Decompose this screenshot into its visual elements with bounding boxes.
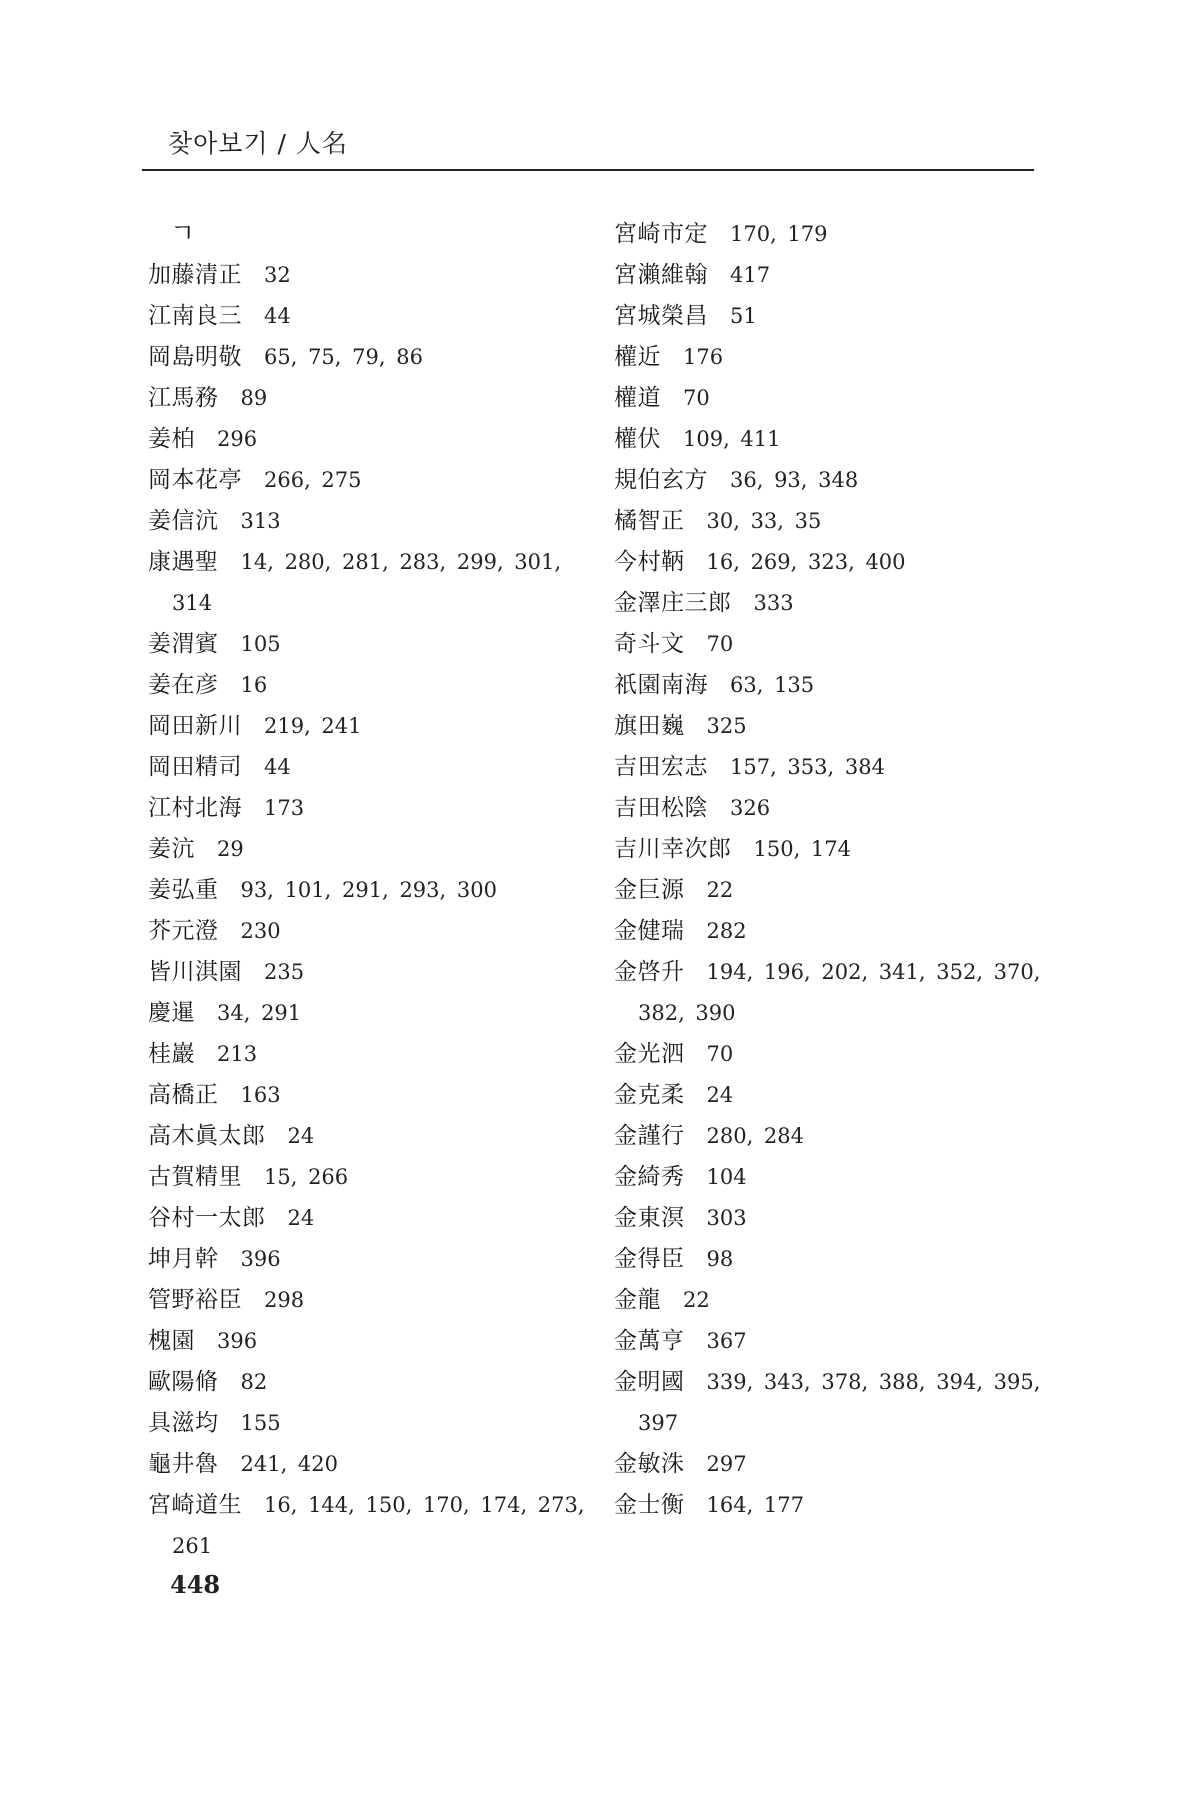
entry-pages: 63, 135 (730, 673, 815, 697)
index-entry (614, 1198, 1044, 1239)
index-entry (614, 1116, 1044, 1157)
index-entry (614, 542, 1044, 583)
header-rule (142, 169, 1034, 171)
index-entry (614, 378, 1044, 419)
entry-name: 高木眞太郎 (148, 1123, 266, 1149)
entry-pages: 213 (217, 1042, 258, 1066)
entry-name: 權道 (614, 385, 661, 411)
entry-name: 姜渭賓 (148, 631, 219, 657)
index-entry (148, 1362, 588, 1403)
entry-name: 旗田巍 (614, 713, 685, 739)
index-entry (614, 1444, 1044, 1485)
index-entry (614, 706, 1044, 747)
index-entry (614, 829, 1044, 870)
index-entry (148, 624, 588, 665)
index-entry (148, 1280, 588, 1321)
entry-pages: 24 (706, 1083, 734, 1107)
entry-pages: 70 (706, 1042, 734, 1066)
entry-pages: 194, 196, 202, 341, 352, 370, 382, 390 (638, 960, 1041, 1025)
entry-name: 江南良三 (148, 303, 242, 329)
entry-pages: 396 (240, 1247, 281, 1271)
entry-pages: 296 (217, 427, 258, 451)
entry-name: 金謹行 (614, 1123, 685, 1149)
index-entry (148, 1157, 588, 1198)
index-entry (148, 419, 588, 460)
entry-name: 皆川淇園 (148, 959, 242, 985)
entry-pages: 65, 75, 79, 86 (264, 345, 423, 369)
entry-pages: 70 (706, 632, 734, 656)
entry-pages: 30, 33, 35 (706, 509, 822, 533)
entry-pages: 51 (730, 304, 757, 328)
entry-pages: 24 (287, 1206, 315, 1230)
entry-name: 金啓升 (614, 959, 685, 985)
entry-name: 岡島明敬 (148, 344, 242, 370)
entry-name: 具滋均 (148, 1410, 219, 1436)
index-entry (614, 214, 1044, 255)
entry-pages: 93, 101, 291, 293, 300 (240, 878, 497, 902)
entry-pages: 16 (240, 673, 268, 697)
entry-pages: 109, 411 (683, 427, 781, 451)
entry-name: 坤月幹 (148, 1246, 219, 1272)
index-entry (614, 1075, 1044, 1116)
index-entry (148, 1403, 588, 1444)
entry-name: 康遇聖 (148, 549, 219, 575)
entry-name: 宮城榮昌 (614, 303, 708, 329)
index-entry (148, 1075, 588, 1116)
entry-name: 金龍 (614, 1287, 661, 1313)
index-entry (614, 1239, 1044, 1280)
entry-name: 姜沆 (148, 836, 195, 862)
entry-name: 奇斗文 (614, 631, 685, 657)
entry-name: 槐園 (148, 1328, 195, 1354)
index-entry (614, 1321, 1044, 1362)
entry-name: 宮瀨維翰 (614, 262, 708, 288)
index-entry (148, 378, 588, 419)
right-entry-list (614, 214, 1044, 1526)
entry-pages: 22 (683, 1288, 710, 1312)
index-entry (614, 460, 1044, 501)
entry-name: 加藤清正 (148, 262, 242, 288)
entry-pages: 417 (730, 263, 771, 287)
entry-name: 龜井魯 (148, 1451, 219, 1477)
entry-pages: 157, 353, 384 (730, 755, 885, 779)
index-entry (148, 911, 588, 952)
entry-pages: 15, 266 (264, 1165, 349, 1189)
entry-name: 宮崎市定 (614, 221, 708, 247)
entry-name: 姜信沆 (148, 508, 219, 534)
index-entry (614, 296, 1044, 337)
entry-pages: 32 (264, 263, 291, 287)
index-entry (148, 952, 588, 993)
index-column-left (148, 214, 588, 1567)
entry-pages: 36, 93, 348 (730, 468, 859, 492)
entry-pages: 155 (240, 1411, 281, 1435)
entry-name: 古賀精里 (148, 1164, 242, 1190)
index-entry (148, 1116, 588, 1157)
entry-name: 金明國 (614, 1369, 685, 1395)
entry-pages: 29 (217, 837, 244, 861)
index-entry (614, 870, 1044, 911)
index-entry (614, 788, 1044, 829)
entry-pages: 325 (706, 714, 747, 738)
entry-name: 岡田精司 (148, 754, 242, 780)
entry-pages: 230 (240, 919, 281, 943)
entry-pages: 105 (240, 632, 281, 656)
index-entry (148, 747, 588, 788)
entry-name: 宮崎道生 (148, 1492, 242, 1518)
entry-name: 吉田松陰 (614, 795, 708, 821)
entry-pages: 367 (706, 1329, 747, 1353)
page-number: 448 (170, 1570, 221, 1599)
index-entry (148, 337, 588, 378)
entry-pages: 98 (706, 1247, 734, 1271)
entry-pages: 14, 280, 281, 283, 299, 301, 314 (172, 550, 562, 615)
entry-pages: 280, 284 (706, 1124, 805, 1148)
entry-name: 谷村一太郎 (148, 1205, 266, 1231)
index-entry (148, 501, 588, 542)
entry-name: 祇園南海 (614, 672, 708, 698)
entry-name: 芥元澄 (148, 918, 219, 944)
entry-pages: 163 (240, 1083, 281, 1107)
entry-pages: 266, 275 (264, 468, 362, 492)
entry-pages: 22 (706, 878, 734, 902)
entry-pages: 333 (753, 591, 794, 615)
entry-pages: 170, 179 (730, 222, 828, 246)
entry-name: 金克柔 (614, 1082, 685, 1108)
index-entry (148, 542, 588, 624)
entry-name: 橘智正 (614, 508, 685, 534)
entry-pages: 176 (683, 345, 724, 369)
entry-pages: 241, 420 (240, 1452, 339, 1476)
entry-pages: 219, 241 (264, 714, 362, 738)
index-entry (148, 1321, 588, 1362)
entry-name: 金健瑞 (614, 918, 685, 944)
entry-pages: 150, 174 (753, 837, 852, 861)
entry-name: 慶暹 (148, 1000, 195, 1026)
entry-pages: 44 (264, 755, 291, 779)
index-entry (614, 624, 1044, 665)
entry-pages: 24 (287, 1124, 315, 1148)
index-entry (614, 255, 1044, 296)
index-entry (148, 665, 588, 706)
left-entry-list (148, 255, 588, 1567)
entry-name: 金士衡 (614, 1492, 685, 1518)
entry-name: 權伏 (614, 426, 661, 452)
entry-pages: 297 (706, 1452, 747, 1476)
entry-name: 管野裕臣 (148, 1287, 242, 1313)
index-entry (148, 870, 588, 911)
index-entry (614, 1485, 1044, 1526)
entry-pages: 16, 269, 323, 400 (706, 550, 906, 574)
entry-name: 金綺秀 (614, 1164, 685, 1190)
entry-pages: 303 (706, 1206, 747, 1230)
entry-name: 姜柏 (148, 426, 195, 452)
entry-pages: 235 (264, 960, 305, 984)
entry-name: 岡本花亭 (148, 467, 242, 493)
index-entry (614, 501, 1044, 542)
index-entry (614, 1362, 1044, 1444)
index-entry (614, 665, 1044, 706)
entry-name: 吉田宏志 (614, 754, 708, 780)
index-entry (148, 1444, 588, 1485)
entry-name: 姜在彦 (148, 672, 219, 698)
entry-name: 岡田新川 (148, 713, 242, 739)
entry-pages: 326 (730, 796, 771, 820)
entry-name: 權近 (614, 344, 661, 370)
entry-pages: 82 (240, 1370, 268, 1394)
entry-pages: 282 (706, 919, 747, 943)
index-entry (614, 583, 1044, 624)
entry-pages: 164, 177 (706, 1493, 805, 1517)
entry-name: 今村鞆 (614, 549, 685, 575)
running-head: 찾아보기 / 人名 (168, 129, 348, 158)
index-entry (148, 788, 588, 829)
entry-name: 姜弘重 (148, 877, 219, 903)
entry-name: 金光泗 (614, 1041, 685, 1067)
index-entry (614, 952, 1044, 1034)
entry-name: 金澤庄三郎 (614, 590, 732, 616)
entry-pages: 16, 144, 150, 170, 174, 273, 261 (172, 1493, 585, 1558)
entry-pages: 89 (240, 386, 268, 410)
entry-name: 金萬亨 (614, 1328, 685, 1354)
entry-pages: 44 (264, 304, 291, 328)
entry-name: 吉川幸次郎 (614, 836, 732, 862)
entry-pages: 173 (264, 796, 305, 820)
entry-pages: 104 (706, 1165, 747, 1189)
index-entry (148, 1198, 588, 1239)
index-entry (614, 1034, 1044, 1075)
index-entry (148, 993, 588, 1034)
index-entry (148, 1485, 588, 1567)
entry-name: 江村北海 (148, 795, 242, 821)
entry-name: 金敏洙 (614, 1451, 685, 1477)
index-entry (148, 1239, 588, 1280)
entry-name: 江馬務 (148, 385, 219, 411)
entry-name: 金得臣 (614, 1246, 685, 1272)
index-entry (148, 255, 588, 296)
entry-name: 金東溟 (614, 1205, 685, 1231)
index-entry (614, 747, 1044, 788)
index-entry (148, 296, 588, 337)
index-entry (614, 911, 1044, 952)
entry-name: 歐陽脩 (148, 1369, 219, 1395)
entry-name: 金巨源 (614, 877, 685, 903)
index-column-right (614, 214, 1044, 1526)
entry-pages: 70 (683, 386, 710, 410)
index-entry (148, 829, 588, 870)
entry-pages: 298 (264, 1288, 305, 1312)
index-entry (614, 1280, 1044, 1321)
entry-name: 規伯玄方 (614, 467, 708, 493)
entry-pages: 339, 343, 378, 388, 394, 395, 397 (638, 1370, 1041, 1435)
entry-pages: 396 (217, 1329, 258, 1353)
section-letter: ㄱ (170, 219, 196, 249)
index-entry (148, 706, 588, 747)
entry-pages: 34, 291 (217, 1001, 302, 1025)
entry-name: 桂巖 (148, 1041, 195, 1067)
index-entry (148, 460, 588, 501)
index-entry (614, 337, 1044, 378)
entry-name: 高橋正 (148, 1082, 219, 1108)
index-entry (614, 419, 1044, 460)
entry-pages: 313 (240, 509, 281, 533)
index-entry (614, 1157, 1044, 1198)
index-entry (148, 1034, 588, 1075)
